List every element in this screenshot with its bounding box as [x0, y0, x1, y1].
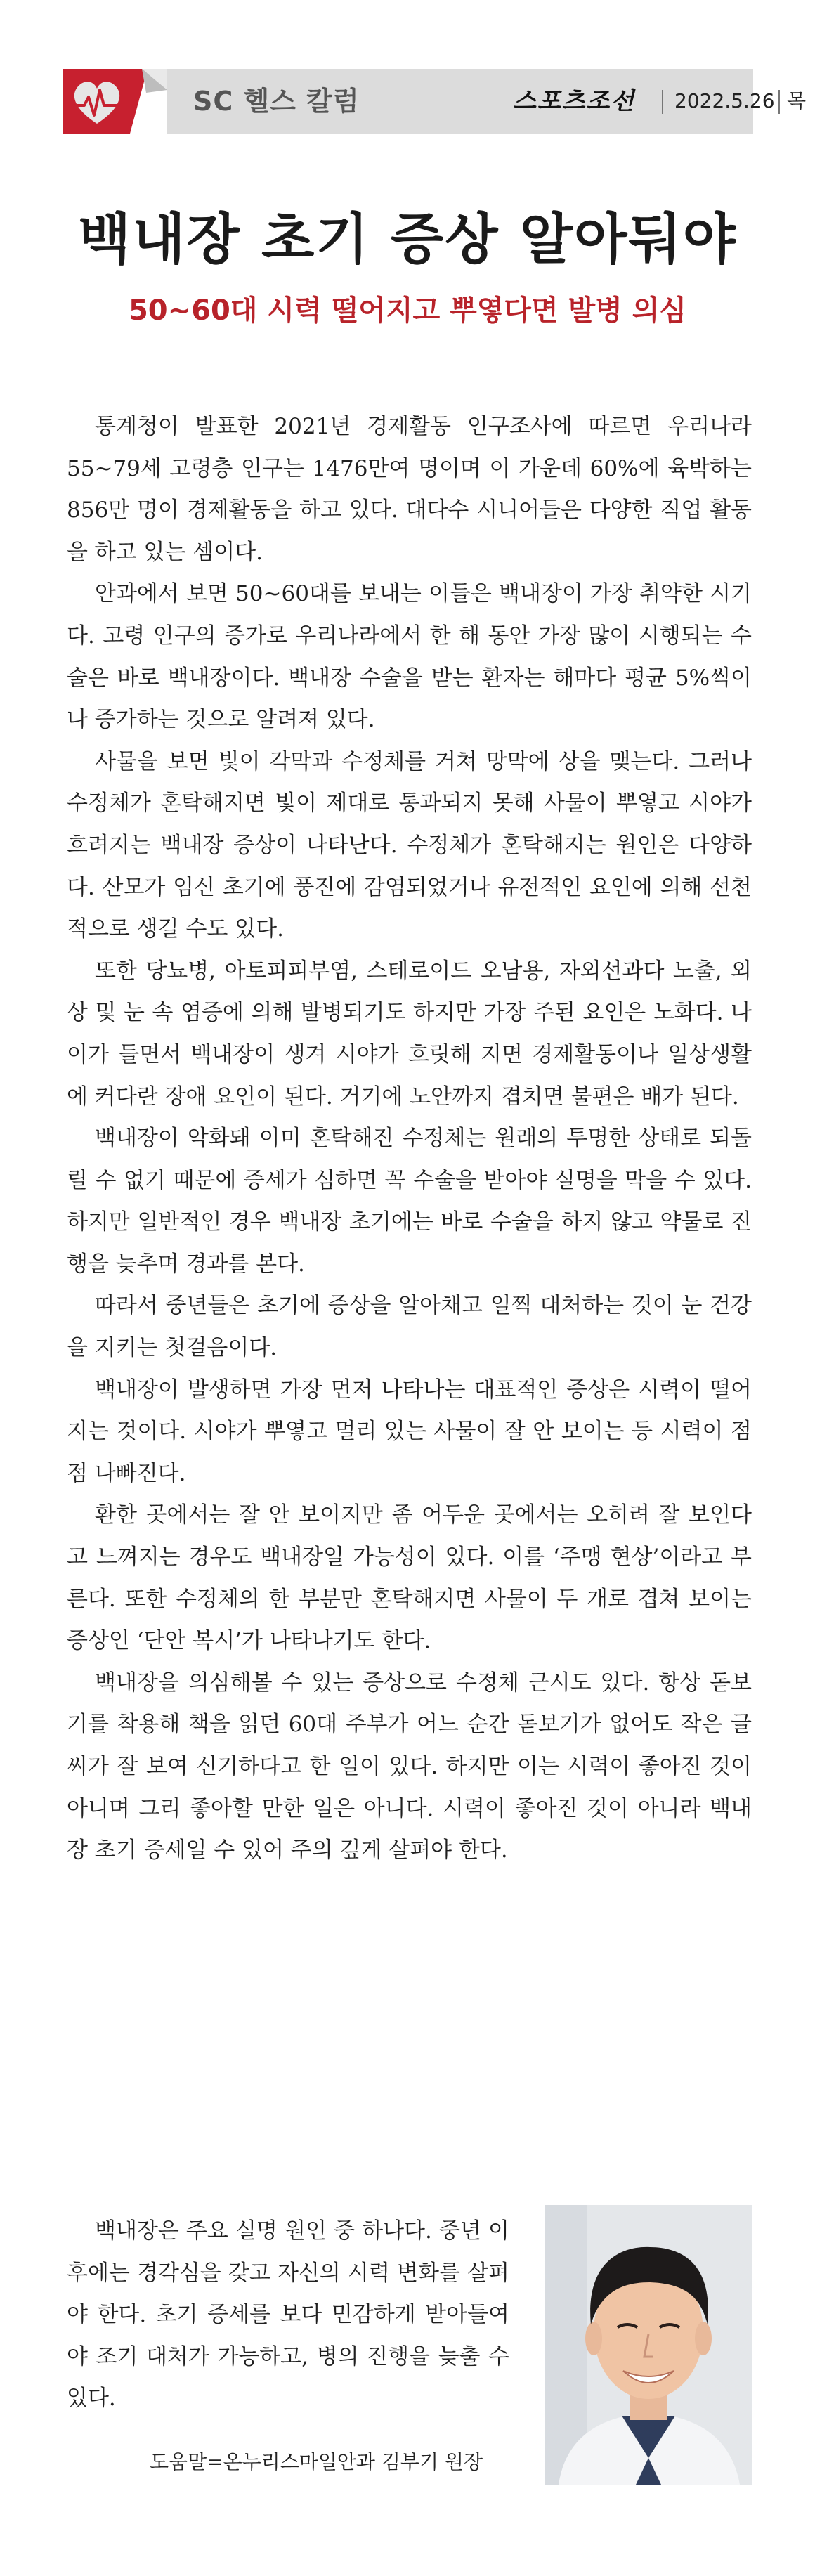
body-paragraph-last: 백내장은 주요 실명 원인 중 하나다. 중년 이후에는 경각심을 갖고 자신의 시력 변화를 살펴야 한다. 초기 증세를 보다 민감하게 받아들여야 조기 대처가 가능하고, 병의 진행을 늦출 수 있다. — [67, 2218, 509, 2412]
doctor-portrait-icon — [545, 2205, 752, 2485]
body-paragraph: 백내장을 의심해볼 수 있는 증상으로 수정체 근시도 있다. 항상 돋보기를 착용해 책을 읽던 60대 주부가 어느 순간 돋보기가 없어도 작은 글씨가 잘 보여 신기하다고 한 일이 있다. 하지만 이는 시력이 좋아진 것이 아니며 그리 좋아할 만한 일은 아니다. 시력이 좋아진 것이 아니라 백내장 초기 증세일 수 있어 주의 깊게 살펴야 한다. — [67, 1670, 752, 1863]
newspaper-name: 스포츠조선 — [513, 87, 636, 115]
expert-credit: 도움말=온누리스마일안과 김부기 원장 — [149, 2450, 483, 2473]
header-divider — [662, 90, 663, 114]
article-body — [67, 406, 752, 1872]
article-headline: 백내장 초기 증상 알아둬야 — [77, 207, 738, 271]
header-divider — [778, 90, 780, 114]
body-paragraph: 사물을 보면 빛이 각막과 수정체를 거쳐 망막에 상을 맺는다. 그러나 수정체가 혼탁해지면 빛이 제대로 통과되지 못해 사물이 뿌옇고 시야가 흐려지는 백내장 증상이 나타난다. 수정체가 혼탁해지는 원인은 다양하다. 산모가 임신 초기에 풍진에 감염되었거나 유전적인 요인에 의해 선천적으로 생길 수도 있다. — [67, 748, 752, 942]
body-paragraph: 따라서 중년들은 초기에 증상을 알아채고 일찍 대처하는 것이 눈 건강을 지키는 첫걸음이다. — [67, 1293, 752, 1361]
body-paragraph: 백내장이 악화돼 이미 혼탁해진 수정체는 원래의 투명한 상태로 되돌릴 수 없기 때문에 증세가 심하면 꼭 수술을 받아야 실명을 막을 수 있다. 하지만 일반적인 경우 백내장 초기에는 바로 수술을 하지 않고 약물로 진행을 늦추며 경과를 본다. — [67, 1126, 752, 1277]
column-header — [63, 69, 807, 134]
publish-weekday: 목 — [787, 89, 807, 112]
author-photo — [545, 2205, 752, 2485]
column-series-title: SC 헬스 칼럼 — [193, 86, 360, 117]
body-paragraph: 환한 곳에서는 잘 안 보이지만 좀 어두운 곳에서는 오히려 잘 보인다고 느껴지는 경우도 백내장일 가능성이 있다. 이를 ‘주맹 현상’이라고 부른다. 또한 수정체의 한 부분만 혼탁해지면 사물이 두 개로 겹쳐 보이는 증상인 ‘단안 복시’가 나타나기도 한다. — [67, 1502, 752, 1654]
body-paragraph: 통계청이 발표한 2021년 경제활동 인구조사에 따르면 우리나라 55~79세 고령층 인구는 1476만여 명이며 이 가운데 60%에 육박하는 856만 명이 경제활동을 하고 있다. 대다수 시니어들은 다양한 직업 활동을 하고 있는 셈이다. — [67, 414, 752, 565]
article-subheadline: 50~60대 시력 떨어지고 뿌옇다면 발병 의심 — [128, 294, 687, 327]
column-logo — [63, 69, 167, 134]
body-paragraph: 백내장이 발생하면 가장 먼저 나타나는 대표적인 증상은 시력이 떨어지는 것이다. 시야가 뿌옇고 멀리 있는 사물이 잘 안 보이는 등 시력이 점점 나빠진다. — [67, 1377, 752, 1486]
body-paragraph: 안과에서 보면 50~60대를 보내는 이들은 백내장이 가장 취약한 시기다. 고령 인구의 증가로 우리나라에서 한 해 동안 가장 많이 시행되는 수술은 바로 백내장이다. 백내장 수술을 받는 환자는 해마다 평균 5%씩이나 증가하는 것으로 알려져 있다. — [67, 581, 752, 733]
body-paragraph: 또한 당뇨병, 아토피피부염, 스테로이드 오남용, 자외선과다 노출, 외상 및 눈 속 염증에 의해 발병되기도 하지만 가장 주된 요인은 노화다. 나이가 들면서 백내장이 생겨 시야가 흐릿해 지면 경제활동이나 일상생활에 커다란 장애 요인이 된다. 거기에 노안까지 겹치면 불편은 배가 된다. — [67, 958, 752, 1110]
heart-pulse-icon — [63, 69, 167, 134]
publish-date: 2022.5.26 — [674, 89, 775, 112]
